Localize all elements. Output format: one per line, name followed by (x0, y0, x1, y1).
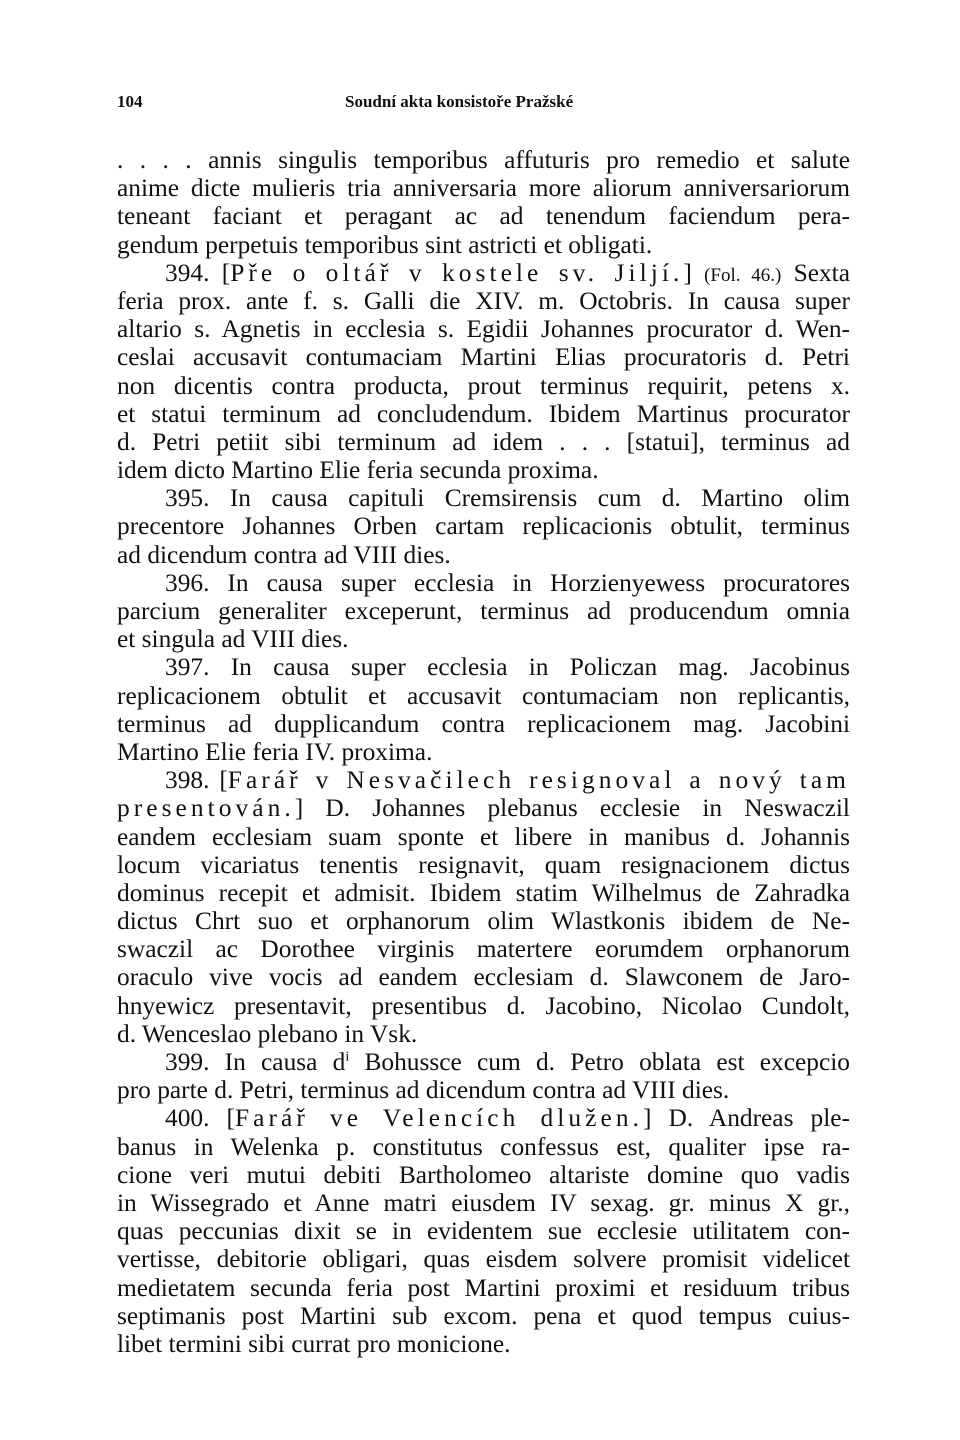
text-line: vertisse, debitorie obligari, quas eisdem solvere promisit videlicet (117, 1245, 850, 1274)
text-line: ad dicendum contra ad VIII dies. (117, 540, 451, 569)
entry-394-heading (117, 259, 850, 287)
text-line: . . . . annis singulis temporibus affuturis pro remedio et salute (117, 146, 850, 174)
text-line: non dicentis contra producta, prout terminus requirit, petens x. (117, 371, 850, 400)
text-line: idem dicto Martino Elie feria secunda proxima. (117, 456, 599, 485)
entry-number: 398. [ (165, 766, 228, 795)
entry-400-heading (117, 1104, 850, 1132)
entry-398-heading (117, 766, 850, 794)
text-line: eandem ecclesiam suam sponte et libere in manibus d. Johannis (117, 822, 850, 851)
body-text (117, 146, 850, 1358)
text-line: locum vicariatus tenentis resignavit, quam resignacionem dictus (117, 850, 850, 879)
text-line: oraculo vive vocis ad eandem ecclesiam d. Slawconem de Jaro- (117, 963, 850, 992)
entry-397-line: 397. In causa super ecclesia in Policzan mag. Jacobinus (165, 653, 850, 682)
text-line: parcium generaliter exceperunt, terminus ad producendum omnia (117, 597, 850, 625)
text-line: libet termini sibi currat pro monicione. (117, 1329, 511, 1358)
text-fragment: Bohussce cum d. Petro oblata est excepcio (349, 1048, 850, 1076)
text-line: Martino Elie feria IV. proxima. (117, 737, 433, 766)
text-line: d. Wenceslao plebano in Vsk. (117, 1019, 418, 1048)
text-line: anime dicte mulieris tria anniversaria more aliorum anniversariorum (117, 174, 850, 203)
entry-number: 394. [ (165, 258, 231, 287)
superscript: i (345, 1049, 350, 1065)
entry-396-line: 396. In causa super ecclesia in Horzienyewess procuratores (165, 568, 850, 597)
text-line: precentore Johannes Orben cartam replicacionis obtulit, terminus (117, 512, 850, 541)
text-line: dictus Chrt suo et orphanorum olim Wlastkonis ibidem de Ne- (117, 907, 850, 936)
text-line: ceslai accusavit contumaciam Martini Elias procuratoris d. Petri (117, 343, 850, 372)
text-line: banus in Welenka p. constitutus confessus est, qualiter ipse ra- (117, 1132, 850, 1161)
text-line: in Wissegrado et Anne matri eiusdem IV sexag. gr. minus X gr., (117, 1188, 850, 1217)
spaced-heading: Farář v Nesvačilech resignoval a nový tam (227, 766, 850, 795)
page-number: 104 (117, 92, 143, 111)
text-fragment: ] D. Johannes plebanus ecclesie in Neswaczil (294, 794, 850, 823)
text-line: dominus recepit et admisit. Ibidem statim Wilhelmus de Zahradka (117, 878, 850, 907)
text-line: swaczil ac Dorothee virginis matertere eorumdem orphanorum (117, 935, 850, 964)
text-line: teneant faciant et peragant ac ad tenendum faciendum pera- (117, 202, 850, 231)
text-line: medietatem secunda feria post Martini proximi et residuum tribus (117, 1273, 850, 1302)
entry-number: 400. [ (165, 1104, 235, 1133)
spaced-heading: Farář ve Velencích dlužen. (234, 1104, 643, 1133)
text-line: terminus ad dupplicandum contra replicacionem mag. Jacobini (117, 709, 850, 738)
bracket-close: ] (683, 258, 705, 287)
text-line: hnyewicz presentavit, presentibus d. Jacobino, Nicolao Cundolt, (117, 991, 850, 1020)
text-line: et statui terminum ad concludendum. Ibidem Martinus procurator (117, 399, 850, 428)
text-line: gendum perpetuis temporibus sint astricti et obligati. (117, 230, 653, 259)
text-fragment: Sexta (781, 258, 850, 287)
spaced-heading: presentován. (117, 794, 295, 823)
text-line: quas peccunias dixit se in evidentem sue ecclesie utilitatem con- (117, 1217, 850, 1246)
entry-398-heading-cont (117, 794, 850, 822)
text-line: et singula ad VIII dies. (117, 625, 349, 654)
entry-395-line: 395. In causa capituli Cremsirensis cum d. Martino olim (165, 484, 850, 513)
folio-reference: (Fol. 46.) (704, 264, 782, 286)
running-title: Soudní akta konsistoře Pražské (345, 92, 574, 111)
text-line: feria prox. ante f. s. Galli die XIV. m. Octobris. In causa super (117, 286, 850, 315)
text-line: d. Petri petiit sibi terminum ad idem . . . [statui], terminus ad (117, 427, 850, 456)
text-line: septimanis post Martini sub excom. pena et quod tempus cuius- (117, 1301, 850, 1330)
text-line: altario s. Agnetis in ecclesia s. Egidii Johannes procurator d. Wen- (117, 315, 850, 344)
text-fragment: 399. In causa d (165, 1048, 346, 1076)
text-line: cione veri mutui debiti Bartholomeo altariste domine quo vadis (117, 1160, 850, 1189)
text-line: replicacionem obtulit et accusavit contumaciam non replicantis, (117, 681, 850, 710)
text-line: pro parte d. Petri, terminus ad dicendum contra ad VIII dies. (117, 1076, 730, 1105)
entry-399-line (117, 1048, 850, 1076)
spaced-heading: Pře o oltář v kostele sv. Jiljí. (230, 258, 684, 287)
text-fragment: ] D. Andreas ple- (643, 1104, 850, 1133)
